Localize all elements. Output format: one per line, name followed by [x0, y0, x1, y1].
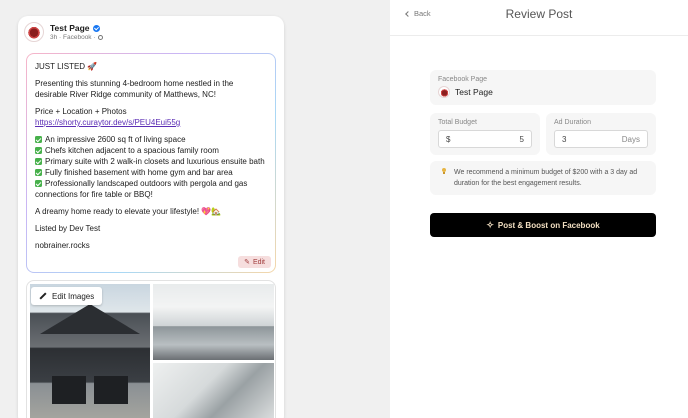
total-budget-label: Total Budget — [438, 119, 477, 126]
post-line: JUST LISTED 🚀 — [35, 62, 98, 71]
kitchen-image — [153, 284, 274, 360]
listing-link[interactable]: https://shorty.curaytor.dev/s/PEU4Eui55g — [35, 118, 181, 127]
post-text-box[interactable] — [26, 53, 276, 273]
house-logo-icon — [27, 25, 41, 39]
check-mark-icon — [35, 169, 42, 176]
budget-value: 5 — [519, 134, 524, 144]
check-mark-icon — [35, 158, 42, 165]
post-line: A dreamy home ready to elevate your lifestyle! 💖🏡 — [35, 207, 222, 216]
post-platform: Facebook — [63, 34, 92, 41]
house-logo-icon — [440, 88, 449, 97]
post-card — [18, 16, 284, 418]
verified-badge-icon — [93, 25, 100, 32]
kitchen-image-2 — [153, 363, 274, 418]
page-avatar — [24, 22, 44, 42]
page-avatar — [438, 86, 450, 98]
image-gallery — [26, 280, 276, 418]
review-panel — [390, 0, 688, 418]
edit-text-button[interactable]: ✎ Edit — [238, 256, 271, 268]
feature-item: Fully finished basement with home gym and bar area — [35, 167, 267, 178]
check-mark-icon — [35, 180, 42, 187]
facebook-page-selector[interactable] — [430, 70, 656, 105]
facebook-page-label: Facebook Page — [438, 76, 488, 83]
facebook-page-name: Test Page — [455, 87, 493, 97]
pencil-icon — [39, 292, 46, 299]
ad-duration-label: Ad Duration — [554, 119, 591, 126]
recommendation-tip — [430, 161, 656, 195]
post-line: nobrainer.rocks — [35, 241, 90, 250]
currency-symbol: $ — [446, 134, 451, 144]
total-budget-section — [430, 113, 540, 155]
lightbulb-icon — [442, 168, 446, 172]
post-line: Listed by Dev Test — [35, 224, 101, 233]
post-time: 3h — [50, 34, 58, 41]
edit-images-button[interactable]: Edit Images — [31, 287, 102, 305]
globe-icon — [98, 35, 103, 40]
sparkle-icon: ✧ — [486, 219, 494, 230]
page-title: Review Post — [505, 7, 573, 21]
tip-text: We recommend a minimum budget of $200 with a 3 day ad duration for the best engagement results. — [454, 169, 638, 187]
ad-duration-section — [546, 113, 656, 155]
post-line: Presenting this stunning 4-bedroom home nestled in the desirable River Ridge community of Matthews, NC! — [35, 79, 234, 99]
page-name: Test Page — [50, 23, 90, 33]
feature-item: Primary suite with 2 walk-in closets and luxurious ensuite bath — [35, 156, 267, 167]
post-and-boost-button[interactable]: ✧ Post & Boost on Facebook — [430, 213, 656, 237]
duration-value: 3 — [562, 134, 567, 144]
post-line: Price + Location + Photos — [35, 107, 127, 116]
feature-item: Chefs kitchen adjacent to a spacious family room — [35, 145, 267, 156]
post-header — [24, 22, 103, 42]
post-meta: 3h · Facebook · — [50, 34, 103, 41]
feature-item: An impressive 2600 sq ft of living space — [35, 134, 267, 145]
feature-item: Professionally landscaped outdoors with pergola and gas connections for fire table or BBQ! — [35, 179, 248, 199]
check-mark-icon — [35, 147, 42, 154]
pencil-icon: ✎ — [244, 259, 250, 266]
budget-input[interactable] — [438, 130, 532, 148]
check-mark-icon — [35, 136, 42, 143]
duration-unit: Days — [621, 134, 640, 144]
back-button[interactable]: Back — [406, 9, 431, 18]
duration-input[interactable] — [554, 130, 648, 148]
review-topbar — [390, 0, 688, 36]
